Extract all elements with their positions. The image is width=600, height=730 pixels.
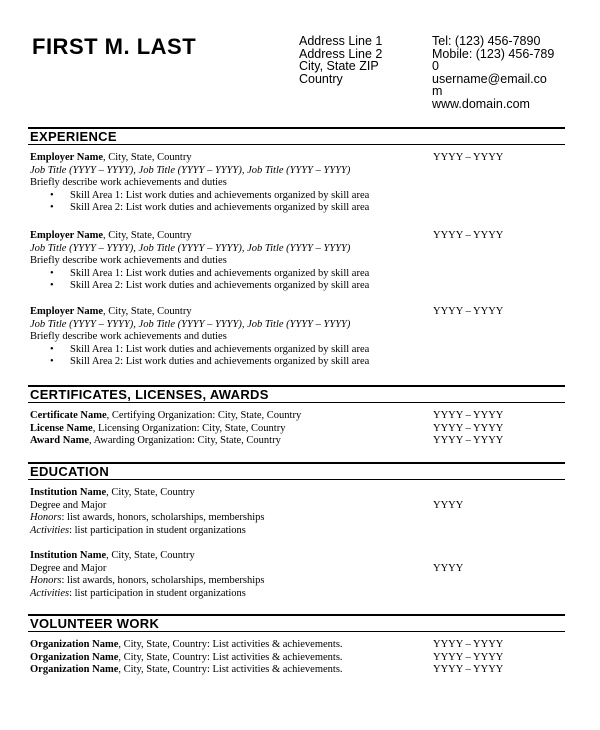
education-entry: [30, 487, 570, 537]
institution-name: Institution Name: [30, 550, 107, 561]
bullet-icon: •: [50, 202, 54, 213]
employment-dates: YYYY – YYYY: [433, 152, 504, 163]
activities-text: : list participation in student organizations: [69, 587, 246, 599]
job-titles: Job Title (YYYY – YYYY), Job Title (YYYY – YYYY), Job Title (YYYY – YYYY): [30, 242, 351, 254]
address-block: [299, 35, 419, 85]
employment-dates: YYYY – YYYY: [433, 306, 504, 317]
honors-text: : list awards, honors, scholarships, memberships: [61, 512, 265, 523]
list-item: • Skill Area 1: List work duties and achievements organized by skill area: [50, 267, 370, 279]
experience-entry: [30, 306, 570, 369]
organization-name: Organization Name: [30, 651, 119, 663]
license-dates: YYYY – YYYY: [433, 422, 504, 434]
work-description: Briefly describe work achievements and duties: [30, 255, 227, 266]
activities-label: Activities: [30, 524, 70, 536]
list-item: • Skill Area 1: List work duties and achievements organized by skill area: [50, 189, 370, 201]
organization-name: Organization Name: [30, 639, 119, 650]
employer-location: , City, State, Country: [103, 152, 192, 163]
employer-location: , City, State, Country: [103, 306, 192, 317]
organization-detail: , City, State, Country: List activities & achievements.: [118, 639, 343, 650]
work-description: Briefly describe work achievements and duties: [30, 177, 227, 188]
activities-text: : list participation in student organizations: [69, 524, 246, 536]
education-dates: YYYY: [433, 499, 464, 511]
work-description: Briefly describe work achievements and duties: [30, 331, 227, 342]
certificate-name: Certificate Name: [30, 410, 107, 421]
volunteer-heading: VOLUNTEER WORK: [28, 614, 565, 632]
mobile-number: Mobile: (123) 456-7890: [432, 46, 555, 73]
bullet-icon: •: [50, 267, 54, 279]
experience-entry: [30, 230, 570, 293]
organization-detail: , City, State, Country: List activities & achievements.: [118, 664, 343, 675]
volunteer-dates: YYYY – YYYY: [433, 664, 504, 675]
address-country: Country: [299, 71, 343, 86]
bullet-icon: •: [50, 189, 54, 201]
list-item: • Skill Area 2: List work duties and achievements organized by skill area: [50, 202, 370, 213]
list-item: [30, 664, 570, 677]
degree-major: Degree and Major: [30, 562, 107, 574]
employer-name: Employer Name: [30, 230, 104, 241]
bullet-icon: •: [50, 280, 54, 291]
list-item: • Skill Area 1: List work duties and achievements organized by skill area: [50, 343, 370, 355]
address-line-2: Address Line 2: [299, 46, 383, 61]
license-detail: , Licensing Organization: City, State, Country: [92, 422, 286, 434]
tel-number: Tel: (123) 456-7890: [432, 34, 541, 48]
organization-name: Organization Name: [30, 664, 119, 675]
address-line-1: Address Line 1: [299, 34, 383, 48]
employer-name: Employer Name: [30, 306, 104, 317]
website-url: www.domain.com: [432, 96, 530, 111]
email-address: username@email.com: [432, 71, 547, 98]
certificates-list: [30, 410, 570, 448]
list-item: [30, 410, 570, 423]
education-dates: YYYY: [433, 562, 464, 574]
address-city-state-zip: City, State ZIP: [299, 59, 379, 73]
bullet-icon: •: [50, 356, 54, 367]
employer-name: Employer Name: [30, 152, 104, 163]
experience-entry: [30, 152, 570, 215]
bullet-icon: •: [50, 343, 54, 355]
resume-name: FIRST M. LAST: [32, 34, 197, 59]
list-item: [30, 435, 570, 448]
certificates-heading: CERTIFICATES, LICENSES, AWARDS: [28, 385, 565, 403]
institution-location: , City, State, Country: [106, 487, 195, 498]
institution-location: , City, State, Country: [106, 550, 195, 561]
award-name: Award Name: [30, 435, 90, 446]
volunteer-list: [30, 639, 570, 677]
institution-name: Institution Name: [30, 487, 107, 498]
list-item: [30, 652, 570, 665]
volunteer-dates: YYYY – YYYY: [433, 651, 504, 663]
education-heading: EDUCATION: [28, 462, 565, 480]
job-titles: Job Title (YYYY – YYYY), Job Title (YYYY – YYYY), Job Title (YYYY – YYYY): [30, 318, 351, 330]
employment-dates: YYYY – YYYY: [433, 230, 504, 241]
contact-block: [432, 35, 557, 110]
honors-label: Honors: [30, 512, 62, 523]
certificate-dates: YYYY – YYYY: [433, 410, 504, 421]
license-name: License Name: [30, 422, 93, 434]
education-entry: [30, 550, 570, 600]
volunteer-dates: YYYY – YYYY: [433, 639, 504, 650]
activities-label: Activities: [30, 587, 70, 599]
honors-text: : list awards, honors, scholarships, memberships: [61, 575, 265, 586]
list-item: [30, 423, 570, 436]
list-item: [30, 639, 570, 652]
employer-location: , City, State, Country: [103, 230, 192, 241]
degree-major: Degree and Major: [30, 499, 107, 511]
award-dates: YYYY – YYYY: [433, 435, 504, 446]
honors-label: Honors: [30, 575, 62, 586]
experience-heading: EXPERIENCE: [28, 127, 565, 145]
certificate-detail: , Certifying Organization: City, State, Country: [106, 410, 302, 421]
award-detail: , Awarding Organization: City, State, Country: [89, 435, 281, 446]
organization-detail: , City, State, Country: List activities & achievements.: [118, 651, 343, 663]
list-item: • Skill Area 2: List work duties and achievements organized by skill area: [50, 280, 370, 291]
job-titles: Job Title (YYYY – YYYY), Job Title (YYYY – YYYY), Job Title (YYYY – YYYY): [30, 164, 351, 176]
list-item: • Skill Area 2: List work duties and achievements organized by skill area: [50, 356, 370, 367]
